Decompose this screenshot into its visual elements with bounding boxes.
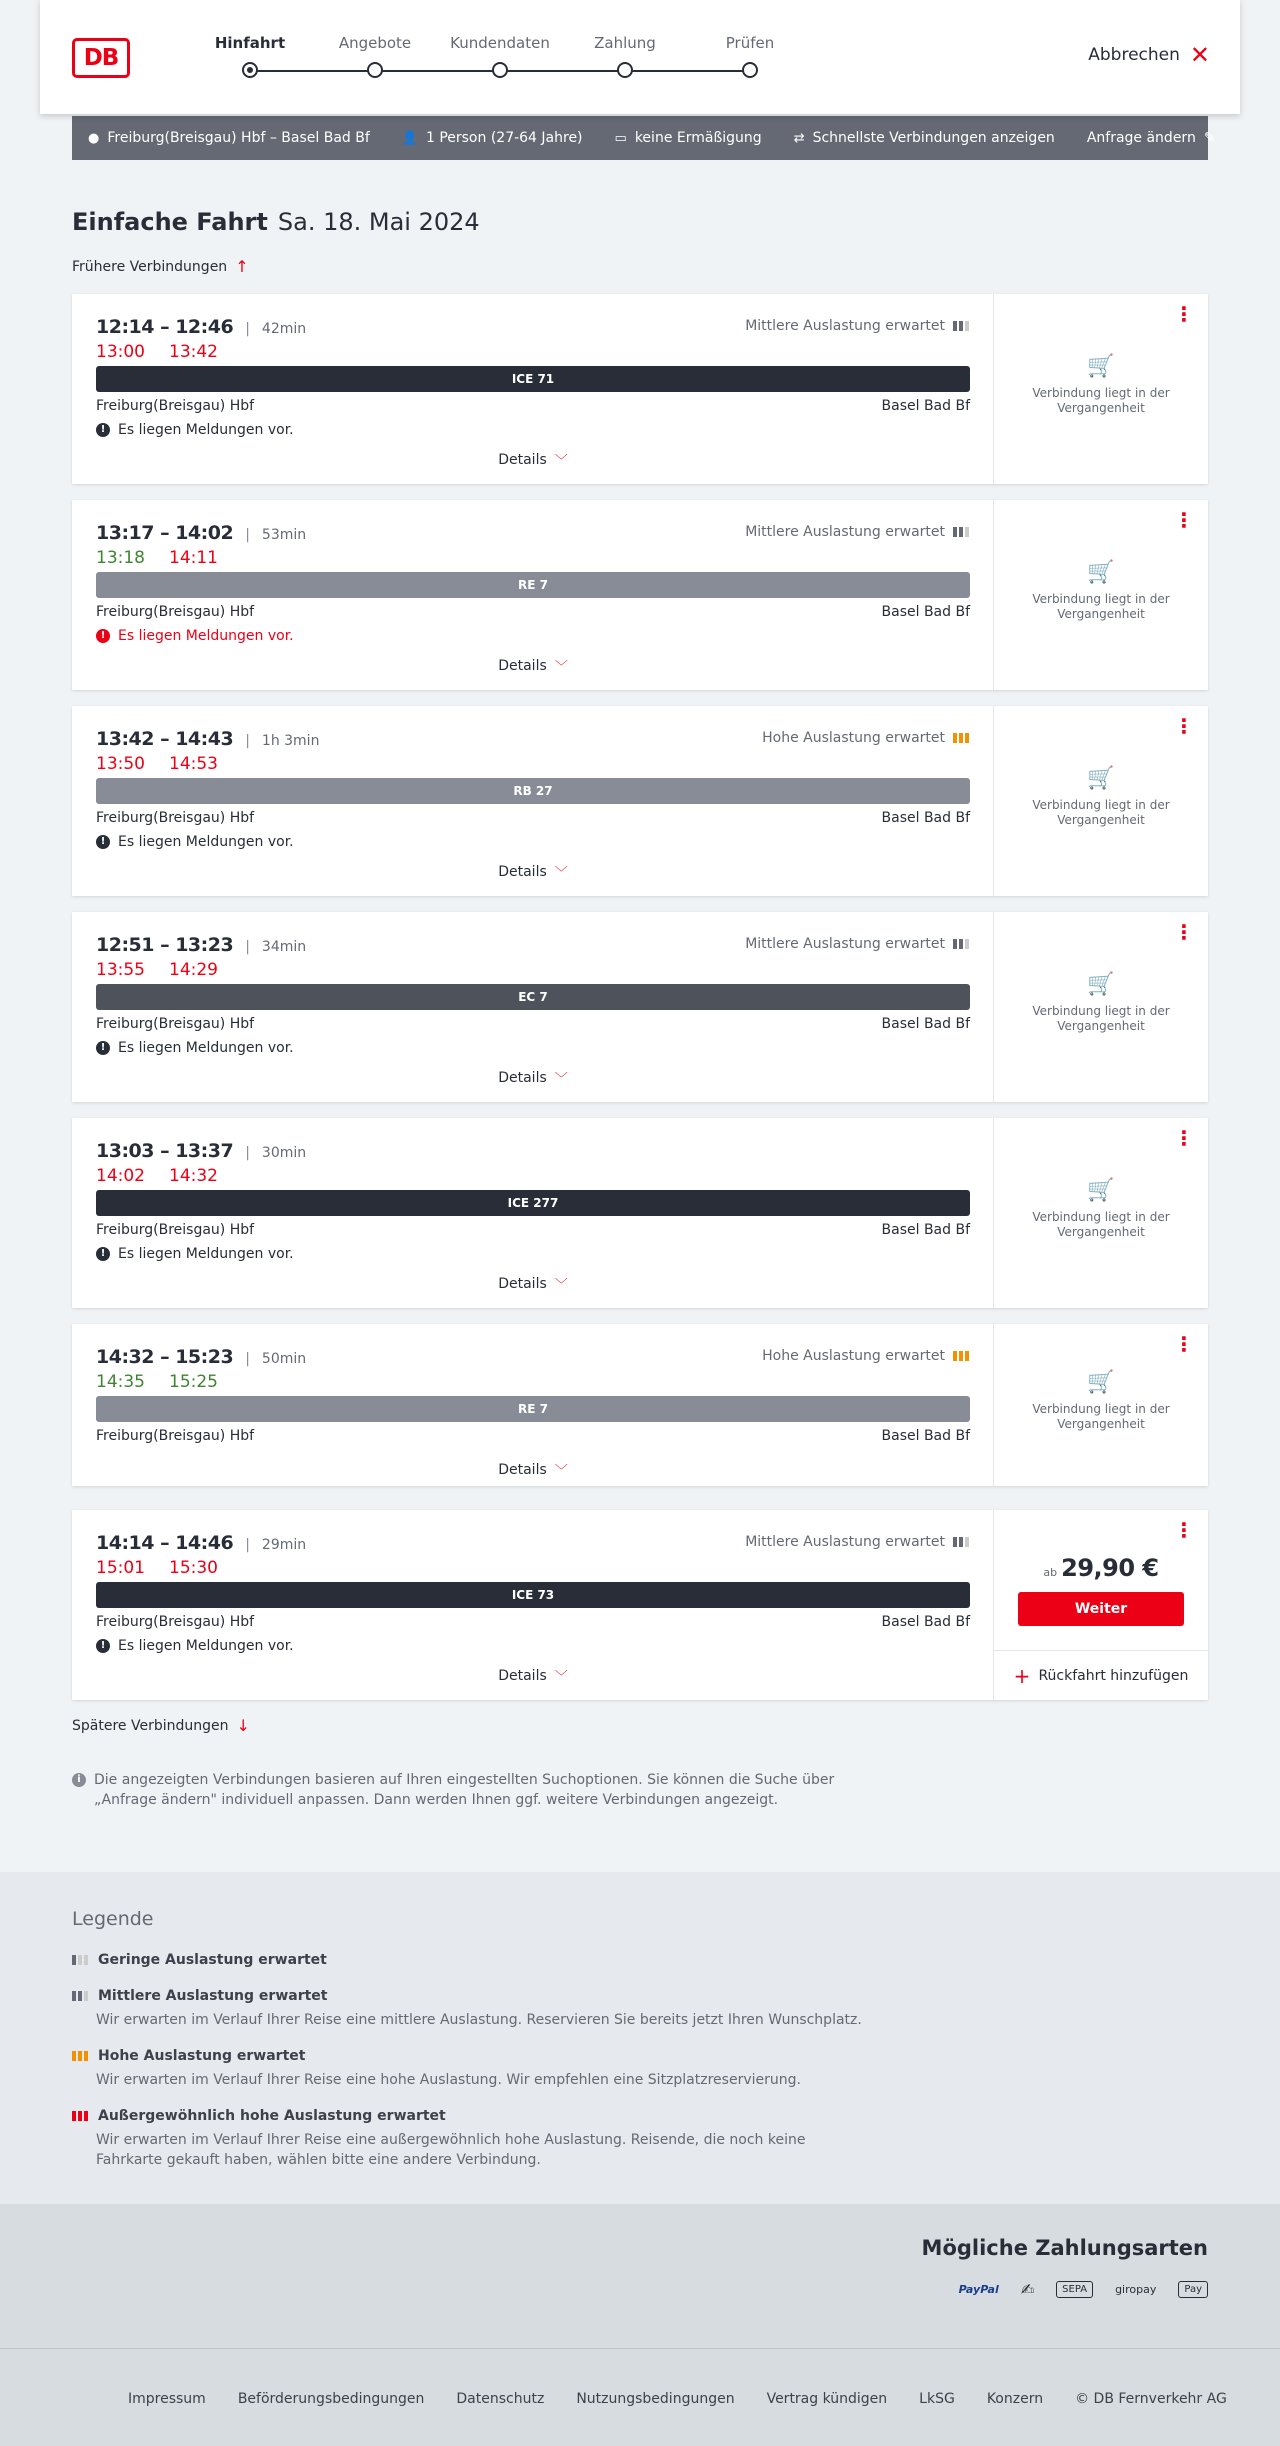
step-angebote: Angebote xyxy=(305,34,445,78)
info-icon: i xyxy=(72,1773,86,1787)
footer-link[interactable]: Konzern xyxy=(986,2391,1044,2407)
cart-unavailable-icon: 🛒 xyxy=(1087,560,1115,585)
realtime-times xyxy=(96,1166,218,1186)
details-toggle[interactable]: Details ﹀ xyxy=(498,451,568,469)
step-pruefen: Prüfen xyxy=(680,34,820,78)
occupancy-icon xyxy=(72,2051,88,2061)
duration: 1h 3min xyxy=(261,733,320,749)
add-return-button[interactable]: + Rückfahrt hinzufügen xyxy=(994,1650,1208,1700)
occupancy-info: Mittlere Auslastung erwartet xyxy=(745,936,969,952)
payment-title: Mögliche Zahlungsarten xyxy=(921,2236,1208,2260)
message-notice: ! Es liegen Meldungen vor. xyxy=(96,1246,294,1262)
stations xyxy=(96,1428,970,1444)
stations xyxy=(96,398,970,414)
chevron-down-icon: ﹀ xyxy=(554,660,568,675)
offer-panel xyxy=(994,294,1208,484)
footer-links xyxy=(128,2391,1227,2407)
apple-pay-icon: Pay xyxy=(1178,2281,1208,2298)
station-to: Basel Bad Bf xyxy=(881,1428,970,1444)
occupancy-icon xyxy=(953,939,969,949)
chevron-down-icon: ﹀ xyxy=(554,1464,568,1479)
station-from: Freiburg(Breisgau) Hbf xyxy=(96,1428,255,1444)
payment-icons xyxy=(959,2280,1208,2299)
later-connections-link[interactable]: Spätere Verbindungen ↓ xyxy=(72,1716,250,1735)
close-icon: ✕ xyxy=(1189,41,1210,69)
train-bar: ICE 71 xyxy=(96,366,970,392)
connection-card xyxy=(72,706,1208,896)
offer-panel xyxy=(994,1324,1208,1486)
occupancy-icon xyxy=(953,527,969,537)
train-bar: RE 7 xyxy=(96,572,970,598)
message-notice: ! Es liegen Meldungen vor. xyxy=(96,834,294,850)
header xyxy=(40,0,1240,114)
details-toggle[interactable]: Details ﹀ xyxy=(498,1275,568,1293)
occupancy-icon xyxy=(72,1991,88,2001)
giropay-icon: giropay xyxy=(1115,2283,1157,2296)
realtime-arrival: 15:30 xyxy=(169,1558,218,1578)
occupancy-info: Hohe Auslastung erwartet xyxy=(762,730,969,746)
connection-main[interactable] xyxy=(72,706,994,896)
swap-arrows-icon: ⇄ xyxy=(793,130,805,146)
realtime-arrival: 14:32 xyxy=(169,1166,218,1186)
station-from: Freiburg(Breisgau) Hbf xyxy=(96,398,255,414)
occupancy-icon xyxy=(72,2111,88,2121)
station-from: Freiburg(Breisgau) Hbf xyxy=(96,604,255,620)
realtime-times xyxy=(96,960,218,980)
search-summary-bar xyxy=(72,116,1216,160)
past-connection-note: 🛒 Verbindung liegt in der Vergangenheit xyxy=(994,977,1208,1034)
connection-card xyxy=(72,294,1208,484)
occupancy-info: Mittlere Auslastung erwartet xyxy=(745,524,969,540)
offer-panel xyxy=(994,912,1208,1102)
connection-main[interactable] xyxy=(72,1118,994,1308)
weiter-button[interactable]: Weiter xyxy=(1018,1592,1184,1626)
legend-item: Hohe Auslastung erwartet Wir erwarten im Verlauf Ihrer Reise eine hohe Auslastung. Wir empfehlen eine Sitzplatzreservierung. xyxy=(72,2048,872,2090)
duration: 53min xyxy=(261,527,307,543)
chevron-down-icon: ﹀ xyxy=(554,1670,568,1685)
details-toggle[interactable]: Details ﹀ xyxy=(498,1069,568,1087)
connection-card xyxy=(72,500,1208,690)
realtime-departure: 13:18 xyxy=(96,548,145,568)
connection-card xyxy=(72,1510,1208,1700)
alert-icon: ! xyxy=(96,835,110,849)
connection-main[interactable] xyxy=(72,294,994,484)
step-dot xyxy=(492,62,508,78)
cart-unavailable-icon: 🛒 xyxy=(1087,354,1115,379)
duration: 29min xyxy=(261,1537,307,1553)
past-connection-note: 🛒 Verbindung liegt in der Vergangenheit xyxy=(994,1375,1208,1432)
step-dot xyxy=(242,62,258,78)
realtime-arrival: 15:25 xyxy=(169,1372,218,1392)
persons-info: 👤 1 Person (27-64 Jahre) xyxy=(401,130,583,146)
details-toggle[interactable]: Details ﹀ xyxy=(498,1461,568,1479)
more-options-icon[interactable]: ⋮ xyxy=(1174,714,1194,738)
legend-item: Außergewöhnlich hohe Auslastung erwartet Wir erwarten im Verlauf Ihrer Reise eine außergewöhnlich hohe Auslastung. Reisende, die noch keine Fahrkarte gekauft haben, wählen bitte eine andere Verbindung. xyxy=(72,2108,872,2170)
realtime-times xyxy=(96,548,218,568)
occupancy-icon xyxy=(953,733,969,743)
chevron-down-icon: ﹀ xyxy=(554,1278,568,1293)
legend-item: Mittlere Auslastung erwartet Wir erwarten im Verlauf Ihrer Reise eine mittlere Auslastung. Reservieren Sie bereits jetzt Ihren Wunschplatz. xyxy=(72,1988,872,2030)
plus-icon: + xyxy=(1013,1663,1031,1688)
connection-times: 14:14 – 14:46 | 29min xyxy=(96,1532,307,1554)
alert-icon: ! xyxy=(96,1247,110,1261)
chevron-down-icon: ﹀ xyxy=(554,454,568,469)
connection-card xyxy=(72,1118,1208,1308)
connection-main[interactable] xyxy=(72,1510,994,1700)
station-to: Basel Bad Bf xyxy=(881,810,970,826)
realtime-arrival: 14:29 xyxy=(169,960,218,980)
sepa-icon: SEPA xyxy=(1056,2281,1093,2298)
realtime-departure: 14:02 xyxy=(96,1166,145,1186)
realtime-times xyxy=(96,342,218,362)
cancel-button[interactable]: Abbrechen ✕ xyxy=(1088,41,1210,69)
station-to: Basel Bad Bf xyxy=(881,1222,970,1238)
cart-unavailable-icon: 🛒 xyxy=(1087,972,1115,997)
realtime-times xyxy=(96,1372,218,1392)
train-bar: EC 7 xyxy=(96,984,970,1010)
more-options-icon[interactable]: ⋮ xyxy=(1174,1126,1194,1150)
details-toggle[interactable]: Details ﹀ xyxy=(498,657,568,675)
message-notice: ! Es liegen Meldungen vor. xyxy=(96,1638,294,1654)
footer-link[interactable]: LkSG xyxy=(919,2391,955,2407)
footer-link[interactable]: Beförderungsbedingungen xyxy=(237,2391,425,2407)
step-zahlung: Zahlung xyxy=(555,34,695,78)
station-from: Freiburg(Breisgau) Hbf xyxy=(96,1016,255,1032)
edit-request-button[interactable]: Anfrage ändern ✎ xyxy=(1086,130,1216,146)
message-notice: ! Es liegen Meldungen vor. xyxy=(96,628,294,644)
station-to: Basel Bad Bf xyxy=(881,1614,970,1630)
step-dot xyxy=(742,62,758,78)
step-dot xyxy=(367,62,383,78)
realtime-arrival: 13:42 xyxy=(169,342,218,362)
occupancy-info: Mittlere Auslastung erwartet xyxy=(745,318,969,334)
alert-icon: ! xyxy=(96,1639,110,1653)
train-bar: ICE 73 xyxy=(96,1582,970,1608)
footer xyxy=(0,2348,1280,2446)
station-from: Freiburg(Breisgau) Hbf xyxy=(96,1222,255,1238)
alert-icon: ! xyxy=(96,423,110,437)
connection-times: 12:51 – 13:23 | 34min xyxy=(96,934,307,956)
occupancy-icon xyxy=(953,1351,969,1361)
connection-times: 14:32 – 15:23 | 50min xyxy=(96,1346,307,1368)
message-notice: ! Es liegen Meldungen vor. xyxy=(96,1040,294,1056)
more-options-icon[interactable]: ⋮ xyxy=(1174,920,1194,944)
connection-card xyxy=(72,1324,1208,1486)
duration: 42min xyxy=(261,321,307,337)
duration: 34min xyxy=(261,939,307,955)
payment-section xyxy=(0,2204,1280,2348)
arrow-up-icon: ↑ xyxy=(235,257,249,276)
connection-main[interactable] xyxy=(72,912,994,1102)
footer-link[interactable]: Nutzungsbedingungen xyxy=(576,2391,735,2407)
page-title: Einfache Fahrt Sa. 18. Mai 2024 xyxy=(72,208,480,236)
step-kundendaten: Kundendaten xyxy=(430,34,570,78)
connection-times: 13:17 – 14:02 | 53min xyxy=(96,522,307,544)
legend-section xyxy=(0,1872,1280,2204)
realtime-departure: 14:35 xyxy=(96,1372,145,1392)
legend-item: Geringe Auslastung erwartet xyxy=(72,1952,872,1968)
past-connection-note: 🛒 Verbindung liegt in der Vergangenheit xyxy=(994,565,1208,622)
alert-icon: ! xyxy=(96,629,110,643)
footer-link[interactable]: Vertrag kündigen xyxy=(766,2391,888,2407)
info-note: i Die angezeigten Verbindungen basieren auf Ihren eingestellten Suchoptionen. Sie können die Suche über „Anfrage ändern" individuell anpassen. Dann werden Ihnen ggf. weitere Verbindungen angezeigt. xyxy=(72,1770,852,1810)
details-toggle[interactable]: Details ﹀ xyxy=(498,1667,568,1685)
past-connection-note: 🛒 Verbindung liegt in der Vergangenheit xyxy=(994,1183,1208,1240)
realtime-times xyxy=(96,1558,218,1578)
chevron-down-icon: ﹀ xyxy=(554,866,568,881)
paypal-icon: PayPal xyxy=(958,2283,999,2296)
offer-panel xyxy=(994,1118,1208,1308)
step-hinfahrt: Hinfahrt xyxy=(180,34,320,78)
occupancy-icon xyxy=(953,1537,969,1547)
fastest-info: ⇄ Schnellste Verbindungen anzeigen xyxy=(793,130,1055,146)
realtime-departure: 13:00 xyxy=(96,342,145,362)
legend-title: Legende xyxy=(72,1908,154,1930)
details-toggle[interactable]: Details ﹀ xyxy=(498,863,568,881)
stations xyxy=(96,810,970,826)
step-dot xyxy=(617,62,633,78)
station-to: Basel Bad Bf xyxy=(881,1016,970,1032)
offer-panel xyxy=(994,1510,1208,1700)
db-logo[interactable]: DB xyxy=(72,38,130,78)
alert-icon: ! xyxy=(96,1041,110,1055)
offer-panel xyxy=(994,706,1208,896)
train-bar: RE 7 xyxy=(96,1396,970,1422)
progress-steps xyxy=(180,34,780,84)
realtime-arrival: 14:11 xyxy=(169,548,218,568)
pencil-icon: ✎ xyxy=(1203,130,1216,146)
duration: 50min xyxy=(261,1351,307,1367)
occupancy-info: Mittlere Auslastung erwartet xyxy=(745,1534,969,1550)
more-options-icon[interactable]: ⋮ xyxy=(1174,508,1194,532)
past-connection-note: 🛒 Verbindung liegt in der Vergangenheit xyxy=(994,359,1208,416)
cart-unavailable-icon: 🛒 xyxy=(1087,1370,1115,1395)
station-from: Freiburg(Breisgau) Hbf xyxy=(96,810,255,826)
chevron-down-icon: ﹀ xyxy=(554,1072,568,1087)
connection-times: 13:42 – 14:43 | 1h 3min xyxy=(96,728,320,750)
footer-link[interactable]: Impressum xyxy=(128,2391,206,2407)
train-bar: ICE 277 xyxy=(96,1190,970,1216)
route-info: ● Freiburg(Breisgau) Hbf – Basel Bad Bf xyxy=(88,130,370,146)
realtime-departure: 13:50 xyxy=(96,754,145,774)
stations xyxy=(96,1222,970,1238)
cart-unavailable-icon: 🛒 xyxy=(1087,766,1115,791)
realtime-departure: 15:01 xyxy=(96,1558,145,1578)
discount-info: ▭ keine Ermäßigung xyxy=(614,130,762,146)
train-bar: RB 27 xyxy=(96,778,970,804)
past-connection-note: 🛒 Verbindung liegt in der Vergangenheit xyxy=(994,771,1208,828)
more-options-icon[interactable]: ⋮ xyxy=(1174,1332,1194,1356)
station-to: Basel Bad Bf xyxy=(881,398,970,414)
cart-unavailable-icon: 🛒 xyxy=(1087,1178,1115,1203)
occupancy-icon xyxy=(953,321,969,331)
footer-link[interactable]: © DB Fernverkehr AG xyxy=(1075,2391,1227,2407)
offer-panel xyxy=(994,500,1208,690)
stations xyxy=(96,1614,970,1630)
connection-times: 13:03 – 13:37 | 30min xyxy=(96,1140,307,1162)
arrow-down-icon: ↓ xyxy=(236,1716,250,1735)
person-icon: 👤 xyxy=(401,130,418,146)
occupancy-info: Hohe Auslastung erwartet xyxy=(762,1348,969,1364)
location-pin-icon: ● xyxy=(88,130,100,146)
stations xyxy=(96,604,970,620)
station-to: Basel Bad Bf xyxy=(881,604,970,620)
footer-link[interactable]: Datenschutz xyxy=(456,2391,545,2407)
connection-card xyxy=(72,912,1208,1102)
realtime-arrival: 14:53 xyxy=(169,754,218,774)
message-notice: ! Es liegen Meldungen vor. xyxy=(96,422,294,438)
bahncard-icon: ▭ xyxy=(614,130,627,146)
connection-main[interactable] xyxy=(72,500,994,690)
connection-main[interactable] xyxy=(72,1324,994,1486)
more-options-icon[interactable]: ⋮ xyxy=(1174,302,1194,326)
direct-debit-icon: ✍ xyxy=(1020,2280,1035,2299)
realtime-times xyxy=(96,754,218,774)
occupancy-icon xyxy=(72,1955,88,1965)
connection-times: 12:14 – 12:46 | 42min xyxy=(96,316,307,338)
earlier-connections-link[interactable]: Frühere Verbindungen ↑ xyxy=(72,257,249,276)
realtime-departure: 13:55 xyxy=(96,960,145,980)
station-from: Freiburg(Breisgau) Hbf xyxy=(96,1614,255,1630)
more-options-icon[interactable]: ⋮ xyxy=(1174,1518,1194,1542)
duration: 30min xyxy=(261,1145,307,1161)
stations xyxy=(96,1016,970,1032)
price: ab 29,90 € xyxy=(1043,1554,1159,1582)
